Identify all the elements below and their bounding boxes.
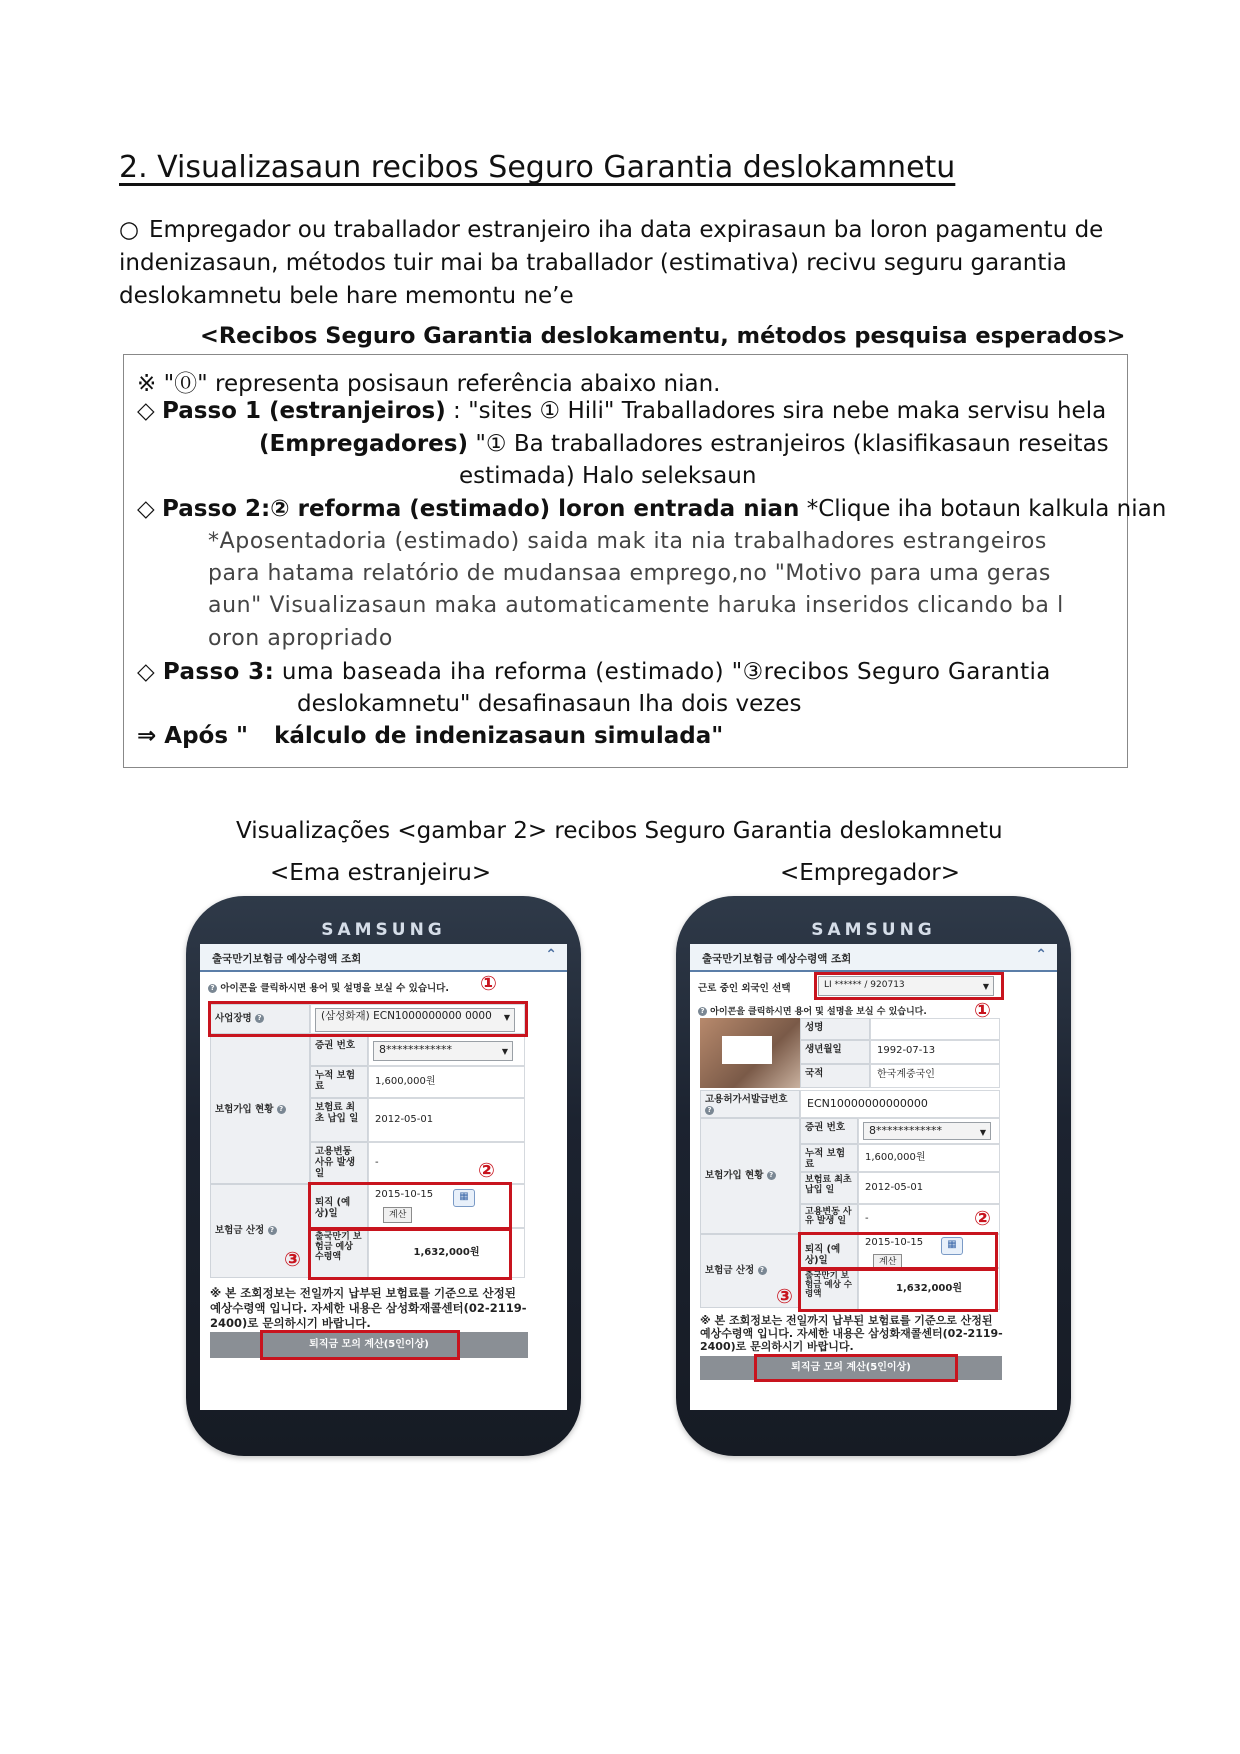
first-payment-value: 2012-05-01 — [368, 1098, 525, 1142]
retire-date-value[interactable]: 2015-10-15 — [375, 1189, 434, 1200]
highlight-bottom — [260, 1330, 460, 1360]
workplace-label: 사업장명 ? — [210, 1004, 310, 1034]
first-payment-value: 2012-05-01 — [858, 1172, 1000, 1204]
after-text-b: kálculo de indenizasaun simulada" — [274, 723, 724, 749]
premium-label: 누적 보험료 — [800, 1144, 858, 1172]
group-insurance-label: 보험가입 현황 ? — [700, 1118, 800, 1234]
step-3-text-2: deslokamnetu" desafinasaun Iha dois vezes — [297, 691, 802, 717]
change-date-label: 고용변동 사유 발생 일 — [800, 1204, 858, 1234]
marker-3: ③ — [776, 1284, 793, 1308]
marker-3: ③ — [284, 1247, 301, 1271]
question-icon[interactable]: ? — [268, 1226, 277, 1235]
change-date-label: 고용변동 사유 발생 일 — [310, 1142, 368, 1184]
figure-title: Visualizações <gambar 2> recibos Seguro Garantia deslokamnetu — [236, 818, 1003, 844]
marker-2: ② — [478, 1158, 495, 1182]
group-calc-label: 보험금 산정 ? — [210, 1184, 310, 1278]
step-1-employer — [259, 431, 1109, 457]
phone-worker — [186, 896, 581, 1456]
premium-label: 누적 보험료 — [310, 1066, 368, 1098]
after-text-a: Após " — [164, 723, 249, 749]
step-2-text: *Clique iha botaun kalkula nian — [806, 496, 1167, 522]
step-2-note-4: oron apropriado — [208, 626, 393, 651]
screen-header — [690, 944, 1057, 972]
highlight-3 — [308, 1228, 512, 1280]
circle-bullet-icon: ○ — [119, 217, 140, 243]
marker-2: ② — [974, 1206, 991, 1230]
question-icon[interactable]: ? — [255, 1014, 264, 1023]
step-2-note-1: *Aposentadoria (estimado) saida mak ita nia trabalhadores estrangeiros — [208, 529, 1047, 554]
policy-number-select[interactable]: 8************ ▼ — [373, 1041, 513, 1061]
nationality-label: 국적 — [800, 1064, 870, 1088]
step-1-employer-text-2: estimada) Halo seleksaun — [459, 463, 757, 489]
change-date-value: - — [368, 1142, 525, 1184]
intro-text: Empregador ou traballador estranjeiro iha data expirasaun ba loron pagamentu de indenizasaun, métodos tuir mai ba traballador (estimativa) recivu seguru garantia deslokamnetu bele hare memontu ne’e — [119, 217, 1104, 309]
steps-box — [123, 354, 1167, 768]
info-line — [698, 1004, 927, 1017]
highlight-1 — [814, 972, 1004, 1000]
step-1-employer-title: (Empregadores) — [259, 431, 468, 457]
step-2-note-2: para hatama relatório de mudansaa emprego,no "Motivo para uma geras — [208, 561, 1051, 586]
retire-date-label: 퇴직 (예상)일 — [310, 1184, 368, 1228]
dropdown-arrow-icon: ▼ — [982, 982, 989, 991]
permit-label: 고용허가서발급번호 ? — [700, 1090, 800, 1118]
step-3-text: uma baseada iha reforma (estimado) "③recibos Seguro Garantia — [281, 659, 1051, 685]
highlight-bottom — [754, 1354, 958, 1382]
intro-paragraph — [119, 214, 1129, 313]
permit-value: ECN10000000000000 — [800, 1090, 1000, 1118]
name-label: 성명 — [800, 1018, 870, 1040]
double-arrow-icon: ⇒ — [137, 723, 157, 749]
premium-value: 1,600,000원 — [858, 1144, 1000, 1172]
calendar-icon[interactable]: ▦ — [453, 1189, 475, 1207]
diamond-icon: ◇ — [137, 659, 156, 685]
policy-number-label: 증권 번호 — [800, 1118, 858, 1144]
first-payment-label: 보험료 최초 납입 일 — [800, 1172, 858, 1204]
reference-note: ※ "⓪" representa posisaun referência abaixo nian. — [137, 371, 721, 397]
highlight-1 — [208, 1001, 528, 1037]
first-payment-label: 보험료 최초 납입 일 — [310, 1098, 368, 1142]
expected-amount-label: 출국만기 보험금 예상 수령액 — [800, 1268, 858, 1310]
step-1 — [137, 398, 1106, 424]
diamond-icon: ◇ — [137, 398, 155, 424]
info-text: 아이콘을 클릭하시면 용어 및 설명을 보실 수 있습니다. — [710, 1007, 927, 1017]
question-icon[interactable]: ? — [277, 1105, 286, 1114]
screen-header — [200, 944, 567, 972]
question-icon[interactable]: ? — [705, 1106, 714, 1115]
figure-label-right: <Empregador> — [780, 860, 961, 886]
after-line — [137, 723, 723, 749]
step-2 — [137, 496, 1166, 522]
calendar-icon[interactable]: ▦ — [941, 1237, 963, 1255]
chevron-up-icon[interactable]: ⌃ — [1035, 947, 1047, 963]
disclaimer-note: ※ 본 조회정보는 전일까지 납부된 보험료를 기준으로 산정된 예상수령액 입니다. 자세한 내용은 삼성화재콜센터(02-2119-2400)로 문의하시기 바랍니다. — [210, 1286, 527, 1330]
highlight-2 — [798, 1232, 998, 1270]
question-icon[interactable]: ? — [767, 1171, 776, 1180]
phone-employer — [676, 896, 1071, 1456]
step-3 — [137, 659, 1051, 685]
step-2-note-3: aun" Visualizasaun maka automaticamente haruka inseridos clicando ba l — [208, 593, 1064, 618]
policy-number-cell — [858, 1118, 1000, 1144]
phone-screen — [690, 944, 1057, 1410]
diamond-icon: ◇ — [137, 496, 155, 522]
step-2-title: Passo 2:② reforma (estimado) loron entrada nian — [162, 496, 800, 522]
question-icon: ? — [208, 984, 217, 993]
dropdown-arrow-icon: ▼ — [503, 1013, 510, 1022]
info-text: 아이콘을 클릭하시면 용어 및 설명을 보실 수 있습니다. — [220, 983, 449, 994]
phone-brand: SAMSUNG — [811, 920, 936, 940]
calc-button[interactable]: 계산 — [383, 1207, 412, 1223]
screen-header-title: 출국만기보험금 예상수령액 조회 — [702, 953, 852, 965]
dropdown-arrow-icon: ▼ — [979, 1128, 986, 1137]
dob-value: 1992-07-13 — [870, 1040, 1000, 1064]
page-title: 2. Visualizasaun recibos Seguro Garantia deslokamnetu — [119, 150, 956, 185]
nationality-value: 한국계중국인 — [870, 1064, 1000, 1088]
figure-label-left: <Ema estranjeiru> — [270, 860, 492, 886]
worker-select-label: 근로 중인 외국인 선택 — [698, 983, 791, 994]
policy-number-label: 증권 번호 — [310, 1036, 368, 1066]
group-insurance-label: 보험가입 현황 ? — [210, 1036, 310, 1184]
dob-label: 생년월일 — [800, 1040, 870, 1064]
step-3-title: Passo 3: — [162, 659, 275, 685]
step-1-title: Passo 1 (estranjeiros) — [162, 398, 446, 424]
expected-amount-value: 1,632,000원 — [858, 1268, 1000, 1310]
retirement-calc-button[interactable]: 퇴직금 모의 계산(5인이상) — [700, 1356, 1002, 1380]
retire-date-value[interactable]: 2015-10-15 — [865, 1237, 924, 1248]
dropdown-arrow-icon: ▼ — [501, 1047, 508, 1056]
step-1-employer-text: "① Ba traballadores estranjeiros (klasifikasaun reseitas — [475, 431, 1109, 457]
expected-amount-value: 1,632,000원 — [368, 1228, 525, 1278]
question-icon: ? — [698, 1007, 707, 1016]
chevron-up-icon[interactable]: ⌃ — [545, 947, 557, 963]
retirement-calc-button[interactable]: 퇴직금 모의 계산(5인이상) — [210, 1332, 528, 1358]
disclaimer-note: ※ 본 조회정보는 전일까지 납부된 보험료를 기준으로 산정된 예상수령액 입니다. 자세한 내용은 삼성화재콜센터(02-2119-2400)로 문의하시기 바랍니다. — [700, 1314, 1003, 1353]
workplace-select[interactable]: (삼성화재) ECN1000000000 0000 ▼ — [315, 1008, 515, 1032]
group-calc-label: 보험금 산정 ? — [700, 1234, 800, 1308]
info-line — [208, 980, 449, 994]
policy-number-cell — [368, 1036, 525, 1066]
step-1-text: : "sites ① Hili" Traballadores sira nebe maka servisu hela — [453, 398, 1107, 424]
highlight-2 — [308, 1182, 512, 1230]
calc-button[interactable]: 계산 — [873, 1254, 902, 1270]
expected-amount-label: 출국만기 보험금 예상 수령액 — [310, 1228, 368, 1278]
highlight-3 — [798, 1268, 998, 1312]
phone-brand: SAMSUNG — [321, 920, 446, 940]
worker-select[interactable]: LI ****** / 920713 ▼ — [818, 976, 994, 996]
premium-value: 1,600,000원 — [368, 1066, 525, 1098]
retire-date-label: 퇴직 (예상)일 — [800, 1234, 858, 1268]
screen-header-title: 출국만기보험금 예상수령액 조회 — [212, 953, 362, 965]
marker-1: ① — [480, 971, 497, 995]
worker-photo — [700, 1018, 800, 1088]
marker-1: ① — [974, 998, 991, 1022]
question-icon[interactable]: ? — [758, 1266, 767, 1275]
change-date-value: - — [858, 1204, 1000, 1234]
policy-number-select[interactable]: 8************ ▼ — [863, 1122, 991, 1140]
phone-screen — [200, 944, 567, 1410]
box-caption: <Recibos Seguro Garantia deslokamentu, métodos pesquisa esperados> — [200, 323, 1126, 349]
